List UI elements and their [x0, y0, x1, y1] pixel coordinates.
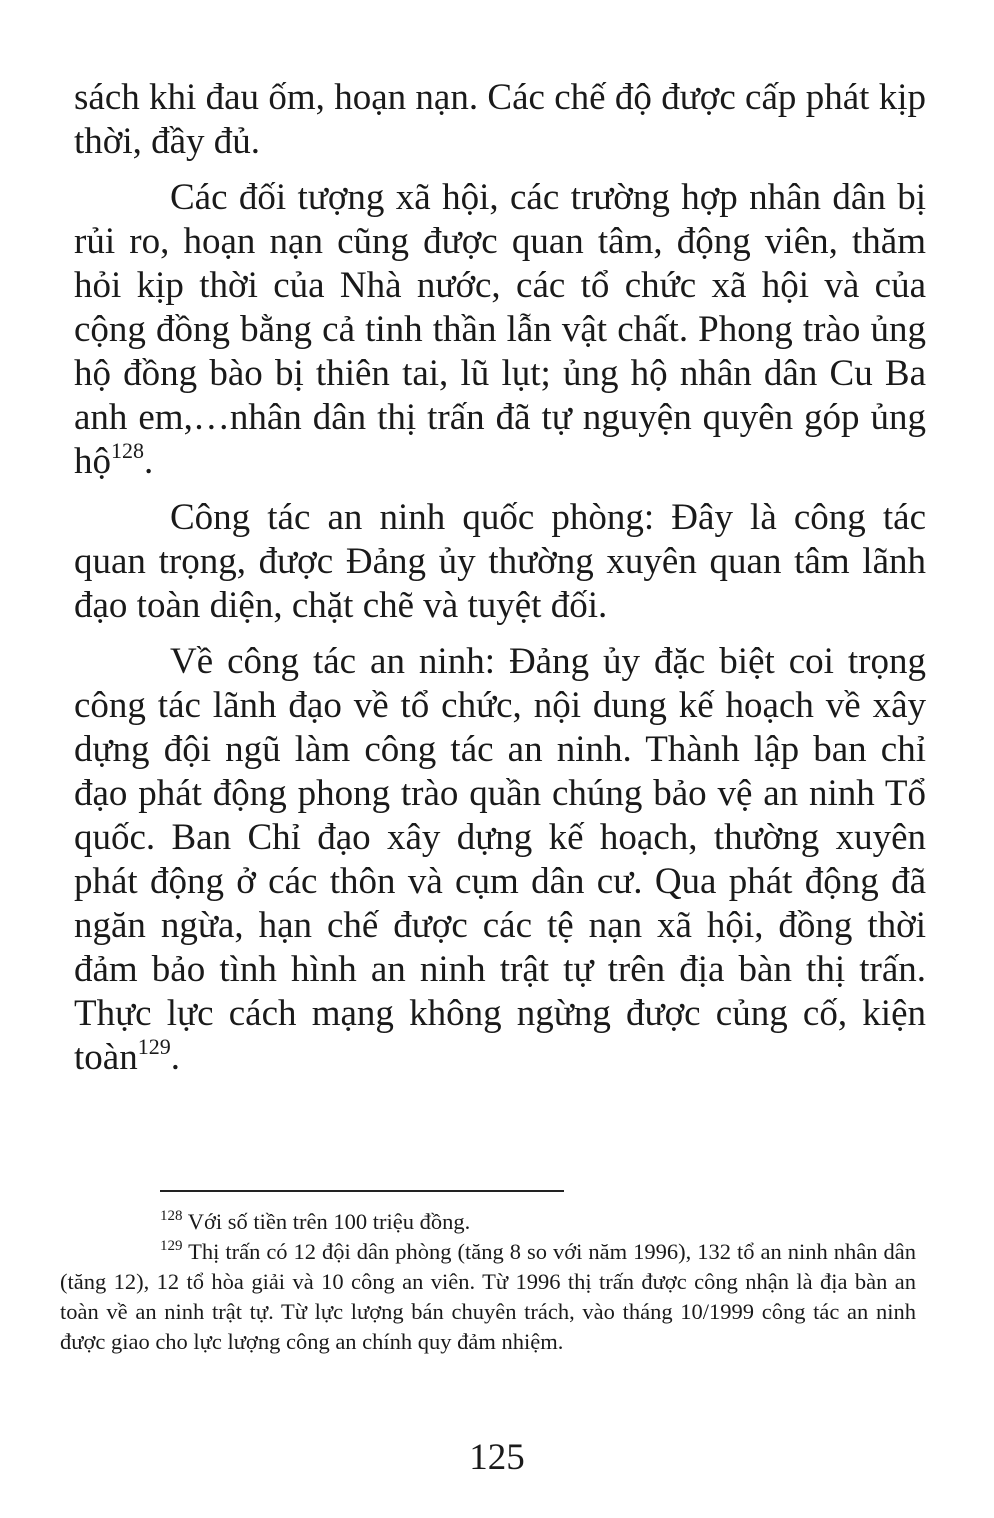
- footnote-number-128: 128: [160, 1207, 183, 1224]
- paragraph-1: [74, 76, 926, 164]
- paragraph-4-tail: .: [170, 1037, 180, 1078]
- paragraph-2: [74, 176, 926, 484]
- paragraph-3-text: Công tác an ninh quốc phòng: Đây là công tác quan trọng, được Đảng ủy thường xuyên quan tâm lãnh đạo toàn diện, chặt chẽ và tuyệt đối.: [74, 497, 926, 626]
- footnote-text-129: Thị trấn có 12 đội dân phòng (tăng 8 so với năm 1996), 132 tổ an ninh nhân dân (tăng 12), 12 tổ hòa giải và 10 công an viên. Từ 1996 thị trấn được công nhận là địa bàn an toàn về an ninh trật tự. Từ lực lượng bán chuyên trách, vào tháng 10/1999 công tác an ninh được giao cho lực lượng công an chính quy đảm nhiệm.: [60, 1239, 916, 1354]
- paragraph-2-tail: .: [144, 441, 154, 482]
- paragraph-1-text: sách khi đau ốm, hoạn nạn. Các chế độ được cấp phát kịp thời, đầy đủ.: [74, 77, 926, 162]
- footnote-ref-129[interactable]: 129: [137, 1033, 171, 1059]
- footnote-128: [60, 1207, 916, 1237]
- footnote-ref-128[interactable]: 128: [111, 437, 144, 463]
- footnote-number-129: 129: [160, 1237, 183, 1254]
- paragraph-3: [74, 496, 926, 628]
- paragraph-4: [74, 640, 926, 1080]
- page-number: 125: [469, 1437, 525, 1478]
- paragraph-4-text: Về công tác an ninh: Đảng ủy đặc biệt coi trọng công tác lãnh đạo về tổ chức, nội dung kế hoạch về xây dựng đội ngũ làm công tác an ninh. Thành lập ban chỉ đạo phát động phong trào quần chúng bảo vệ an ninh Tổ quốc. Ban Chỉ đạo xây dựng kế hoạch, thường xuyên phát động ở các thôn và cụm dân cư. Qua phát động đã ngăn ngừa, hạn chế được các tệ nạn xã hội, đồng thời đảm bảo tình hình an ninh trật tự trên địa bàn thị trấn. Thực lực cách mạng không ngừng được củng cố, kiện toàn: [74, 641, 926, 1078]
- footnotes: [60, 1207, 916, 1357]
- footnote-divider: [160, 1190, 564, 1192]
- footnote-129: [60, 1237, 916, 1357]
- footnote-text-128: Với số tiền trên 100 triệu đồng.: [187, 1209, 471, 1234]
- body-text: [74, 76, 926, 1092]
- paragraph-2-text: Các đối tượng xã hội, các trường hợp nhân dân bị rủi ro, hoạn nạn cũng được quan tâm, động viên, thăm hỏi kịp thời của Nhà nước, các tổ chức xã hội và của cộng đồng bằng cả tinh thần lẫn vật chất. Phong trào ủng hộ đồng bào bị thiên tai, lũ lụt; ủng hộ nhân dân Cu Ba anh em,…nhân dân thị trấn đã tự nguyện quyên góp ủng hộ: [74, 177, 926, 482]
